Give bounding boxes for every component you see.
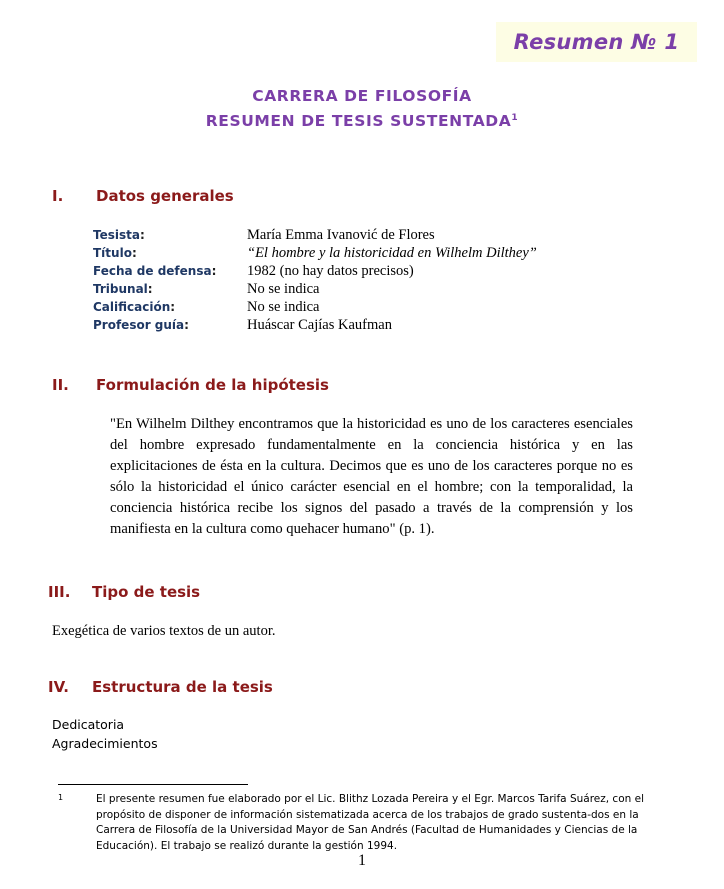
table-row xyxy=(93,226,537,244)
data-label-tesista xyxy=(93,226,247,244)
section-number-i: I. xyxy=(52,187,64,205)
section-number-ii: II. xyxy=(52,376,69,394)
section-title-iv: Estructura de la tesis xyxy=(92,678,273,696)
data-value-fecha-defensa: 1982 (no hay datos precisos) xyxy=(247,263,414,279)
data-label-titulo xyxy=(93,244,247,262)
document-title xyxy=(0,84,724,134)
resumen-badge-label: Resumen № 1 xyxy=(513,30,680,54)
section-heading-formulacion-hipotesis xyxy=(52,376,329,394)
footnote-marker: 1 xyxy=(58,793,64,802)
data-label-calificacion xyxy=(93,298,247,316)
data-label-text: Fecha de defensa xyxy=(93,264,212,278)
document-title-line-1: CARRERA DE FILOSOFÍA xyxy=(252,87,472,105)
section-title-iii: Tipo de tesis xyxy=(92,583,201,601)
footnote xyxy=(58,792,673,854)
data-label-tribunal xyxy=(93,280,247,298)
footnote-text: El presente resumen fue elaborado por el Lic. Blithz Lozada Pereira y el Egr. Marcos Tarifa Suárez, con el propósito de disponer de información sistematizada acerca de los trabajos de grado sustenta-dos en la Carrera de Filosofía de la Universidad Mayor de San Andrés (Facultad de Humanidades y Ciencias de la Educación). El trabajo se realizó durante la gestión 1994. xyxy=(96,793,644,852)
data-value-titulo: “El hombre y la historicidad en Wilhelm Dilthey” xyxy=(247,245,537,261)
document-title-line-2-text: RESUMEN DE TESIS SUSTENTADA xyxy=(205,112,512,130)
table-row xyxy=(93,244,537,262)
page-number: 1 xyxy=(358,852,366,869)
datos-generales-table xyxy=(93,226,537,334)
data-label-colon: : xyxy=(131,246,137,260)
section-heading-estructura-tesis xyxy=(48,678,273,696)
data-label-fecha-defensa xyxy=(93,262,247,280)
data-label-colon: : xyxy=(211,264,217,278)
section-number-iv: IV. xyxy=(48,678,69,696)
section-number-iii: III. xyxy=(48,583,71,601)
data-label-colon: : xyxy=(139,228,145,242)
table-row xyxy=(93,316,537,334)
data-label-colon: : xyxy=(170,300,176,314)
data-label-text: Profesor guía xyxy=(93,318,185,332)
resumen-badge xyxy=(496,22,697,62)
list-item: Agradecimientos xyxy=(52,736,158,751)
data-label-text: Tribunal xyxy=(93,282,148,296)
hypothesis-quote: "En Wilhelm Dilthey encontramos que la historicidad es uno de los caracteres esenciales del hombre expresado fundamentalmente en la conciencia histórica y en las explicitaciones de ésta en la cultura. Decimos que es uno de los caracteres porque no es sólo la historicidad el único carácter esencial en el hombre; con la temporalidad, la conciencia histórica recibe los signos del pasado a través de la comprensión y los manifiesta en la cultura como quehacer humano" (p. 1). xyxy=(110,416,633,537)
section-heading-datos-generales xyxy=(52,187,234,205)
document-title-line-2 xyxy=(0,109,724,134)
list-item: Dedicatoria xyxy=(52,717,125,732)
table-row xyxy=(93,298,537,316)
tipo-de-tesis-body: Exegética de varios textos de un autor. xyxy=(52,623,276,639)
data-label-colon: : xyxy=(147,282,153,296)
section-title-i: Datos generales xyxy=(96,187,234,205)
title-footnote-marker: 1 xyxy=(511,112,519,123)
data-label-profesor-guia xyxy=(93,316,247,334)
estructura-tesis-list xyxy=(52,715,158,753)
data-label-text: Calificación xyxy=(93,300,171,314)
section-title-ii: Formulación de la hipótesis xyxy=(96,376,329,394)
data-label-colon: : xyxy=(184,318,189,332)
data-value-tesista: María Emma Ivanović de Flores xyxy=(247,227,435,243)
section-heading-tipo-de-tesis xyxy=(48,583,200,601)
data-label-text: Título xyxy=(93,246,132,260)
table-row xyxy=(93,280,537,298)
data-value-calificacion: No se indica xyxy=(247,299,320,315)
data-label-text: Tesista xyxy=(93,228,140,242)
table-row xyxy=(93,262,537,280)
data-value-profesor-guia: Huáscar Cajías Kaufman xyxy=(247,317,392,333)
data-value-tribunal: No se indica xyxy=(247,281,320,297)
footnote-separator xyxy=(58,784,248,785)
